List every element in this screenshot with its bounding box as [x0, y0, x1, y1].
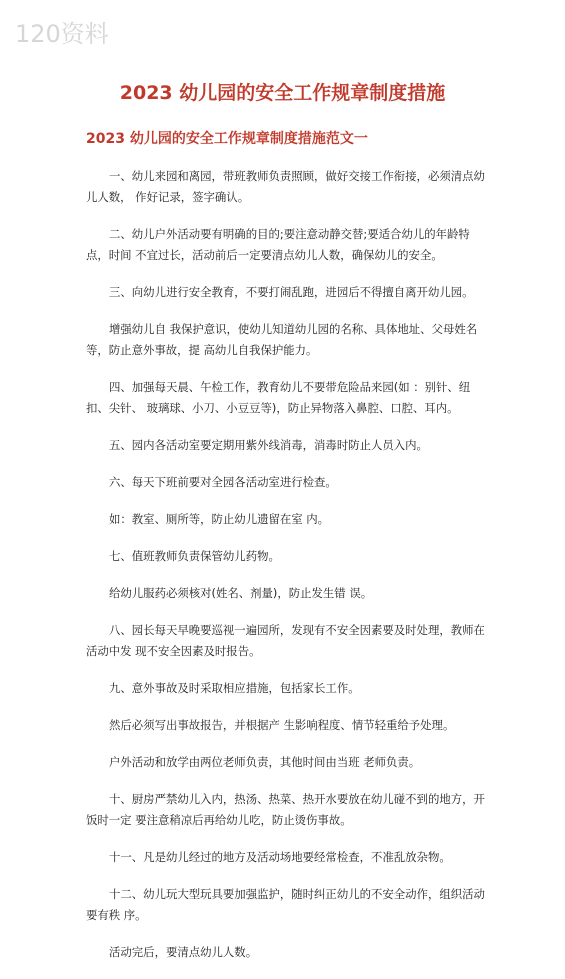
paragraph: 十、厨房严禁幼儿入内，热汤、热菜、热开水要放在幼儿碰不到的地方，开饭时一定 要注意稍凉后再给幼儿吃，防止烫伤事故。 — [86, 792, 485, 827]
paragraph: 户外活动和放学由两位老师负责，其他时间由当班 老师负责。 — [109, 755, 421, 769]
paragraph: 活动完后，要清点幼儿人数。 — [109, 945, 258, 959]
paragraph: 十一、凡是幼儿经过的地方及活动场地要经常检查，不准乱放杂物。 — [109, 850, 451, 864]
paragraph: 给幼儿服药必须核对(姓名、剂量)，防止发生错 误。 — [109, 586, 373, 600]
paragraph: 六、每天下班前要对全园各活动室进行检查。 — [109, 475, 337, 489]
document-body — [86, 166, 486, 979]
paragraph: 如：教室、厕所等，防止幼儿遗留在室 内。 — [109, 512, 330, 526]
paragraph: 九、意外事故及时采取相应措施，包括家长工作。 — [109, 681, 360, 695]
paragraph: 二、幼儿户外活动要有明确的目的;要注意动静交替;要适合幼儿的年龄特点，时间 不宜过长，活动前后一定要清点幼儿人数，确保幼儿的安全。 — [86, 227, 470, 262]
paragraph: 一、幼儿来园和离园，带班教师负责照顾，做好交接工作衔接，必须清点幼儿人数， 作好记录，签字确认。 — [86, 169, 485, 204]
paragraph: 三、向幼儿进行安全教育，不要打闹乱跑，进园后不得擅自离开幼儿园。 — [109, 285, 474, 299]
document-title: 2023 幼儿园的安全工作规章制度措施 — [119, 82, 446, 104]
watermark-logo: 120资料 — [15, 20, 109, 48]
paragraph: 十二、幼儿玩大型玩具要加强监护，随时纠正幼儿的不安全动作，组织活动要有秩 序。 — [86, 887, 485, 922]
paragraph: 七、值班教师负责保管幼儿药物。 — [109, 549, 280, 563]
document-subtitle: 2023 幼儿园的安全工作规章制度措施范文一 — [86, 131, 368, 147]
paragraph: 八、园长每天早晚要巡视一遍园所，发现有不安全因素要及时处理，教师在活动中发 现不安全因素及时报告。 — [86, 623, 485, 658]
paragraph: 五、园内各活动室要定期用紫外线消毒，消毒时防止人员入内。 — [109, 438, 428, 452]
paragraph: 四、加强每天晨、午检工作，教育幼儿不要带危险品来园(如 ：别针、纽扣、尖针、 玻璃球、小刀、小豆豆等)，防止异物落入鼻腔、口腔、耳内。 — [86, 380, 471, 415]
paragraph: 然后必须写出事故报告，并根据产 生影响程度、情节轻重给予处理。 — [109, 718, 455, 732]
paragraph: 增强幼儿自 我保护意识，使幼儿知道幼儿园的名称、具体地址、父母姓名等，防止意外事故，提 高幼儿自我保护能力。 — [86, 322, 478, 357]
